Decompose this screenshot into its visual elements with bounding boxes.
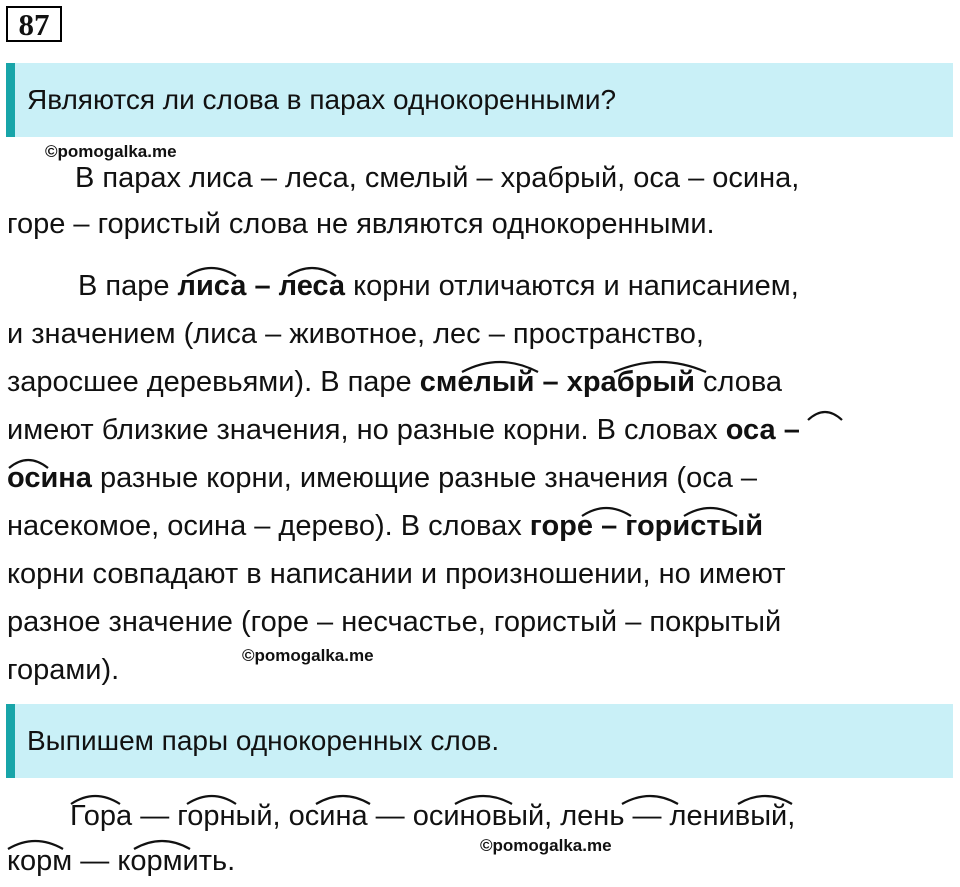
watermark: ©pomogalka.me: [480, 836, 612, 855]
task-banner: [6, 704, 953, 778]
watermark: ©pomogalka.me: [242, 646, 374, 665]
word-pair: осина: [7, 462, 92, 494]
explanation-line-8: разное значение (горе – несчастье, гористый – покрытый: [7, 606, 782, 638]
text: заросшее деревьями). В паре: [7, 366, 420, 398]
word-pair: оса –: [725, 414, 800, 446]
task-number: 87: [6, 6, 62, 42]
explanation-line-3: [7, 366, 782, 399]
word-pair: горе – гористый: [529, 510, 764, 542]
text: слова: [694, 366, 783, 398]
text: корни отличаются и написанием,: [345, 270, 799, 302]
text: имеют близкие значения, но разные корни. В словах: [7, 414, 726, 446]
task-text: Выпишем пары однокоренных слов.: [27, 725, 500, 756]
answer-line-1: В парах лиса – леса, смелый – храбрый, оса – осина,: [75, 162, 800, 194]
explanation-line-2: и значением (лиса – животное, лес – пространство,: [7, 318, 704, 350]
explanation-line-1: [78, 270, 799, 303]
explanation-line-5: [7, 462, 757, 495]
answer2-line-1: Гора — горный, осина — осиновый, лень — ленивый,: [70, 800, 796, 832]
answer-line-2: горе – гористый слова не являются однокоренными.: [7, 208, 715, 240]
explanation-line-4: [7, 414, 800, 447]
word-pair: лиса – леса: [177, 270, 346, 302]
explanation-line-7: корни совпадают в написании и произношении, но имеют: [7, 558, 786, 590]
text: насекомое, осина – дерево). В словах: [7, 510, 530, 542]
word-pair: смелый – храбрый: [419, 366, 695, 398]
root-arc: [808, 412, 842, 420]
question-text: Являются ли слова в парах однокоренными?: [27, 84, 617, 115]
answer2-line-2: корм — кормить.: [7, 845, 236, 877]
text: разные корни, имеющие разные значения (оса –: [91, 462, 758, 494]
text: В паре: [78, 270, 178, 302]
explanation-line-9: горами).: [7, 654, 120, 686]
question-banner: [6, 63, 953, 137]
explanation-line-6: [7, 510, 763, 543]
watermark: ©pomogalka.me: [45, 142, 177, 161]
